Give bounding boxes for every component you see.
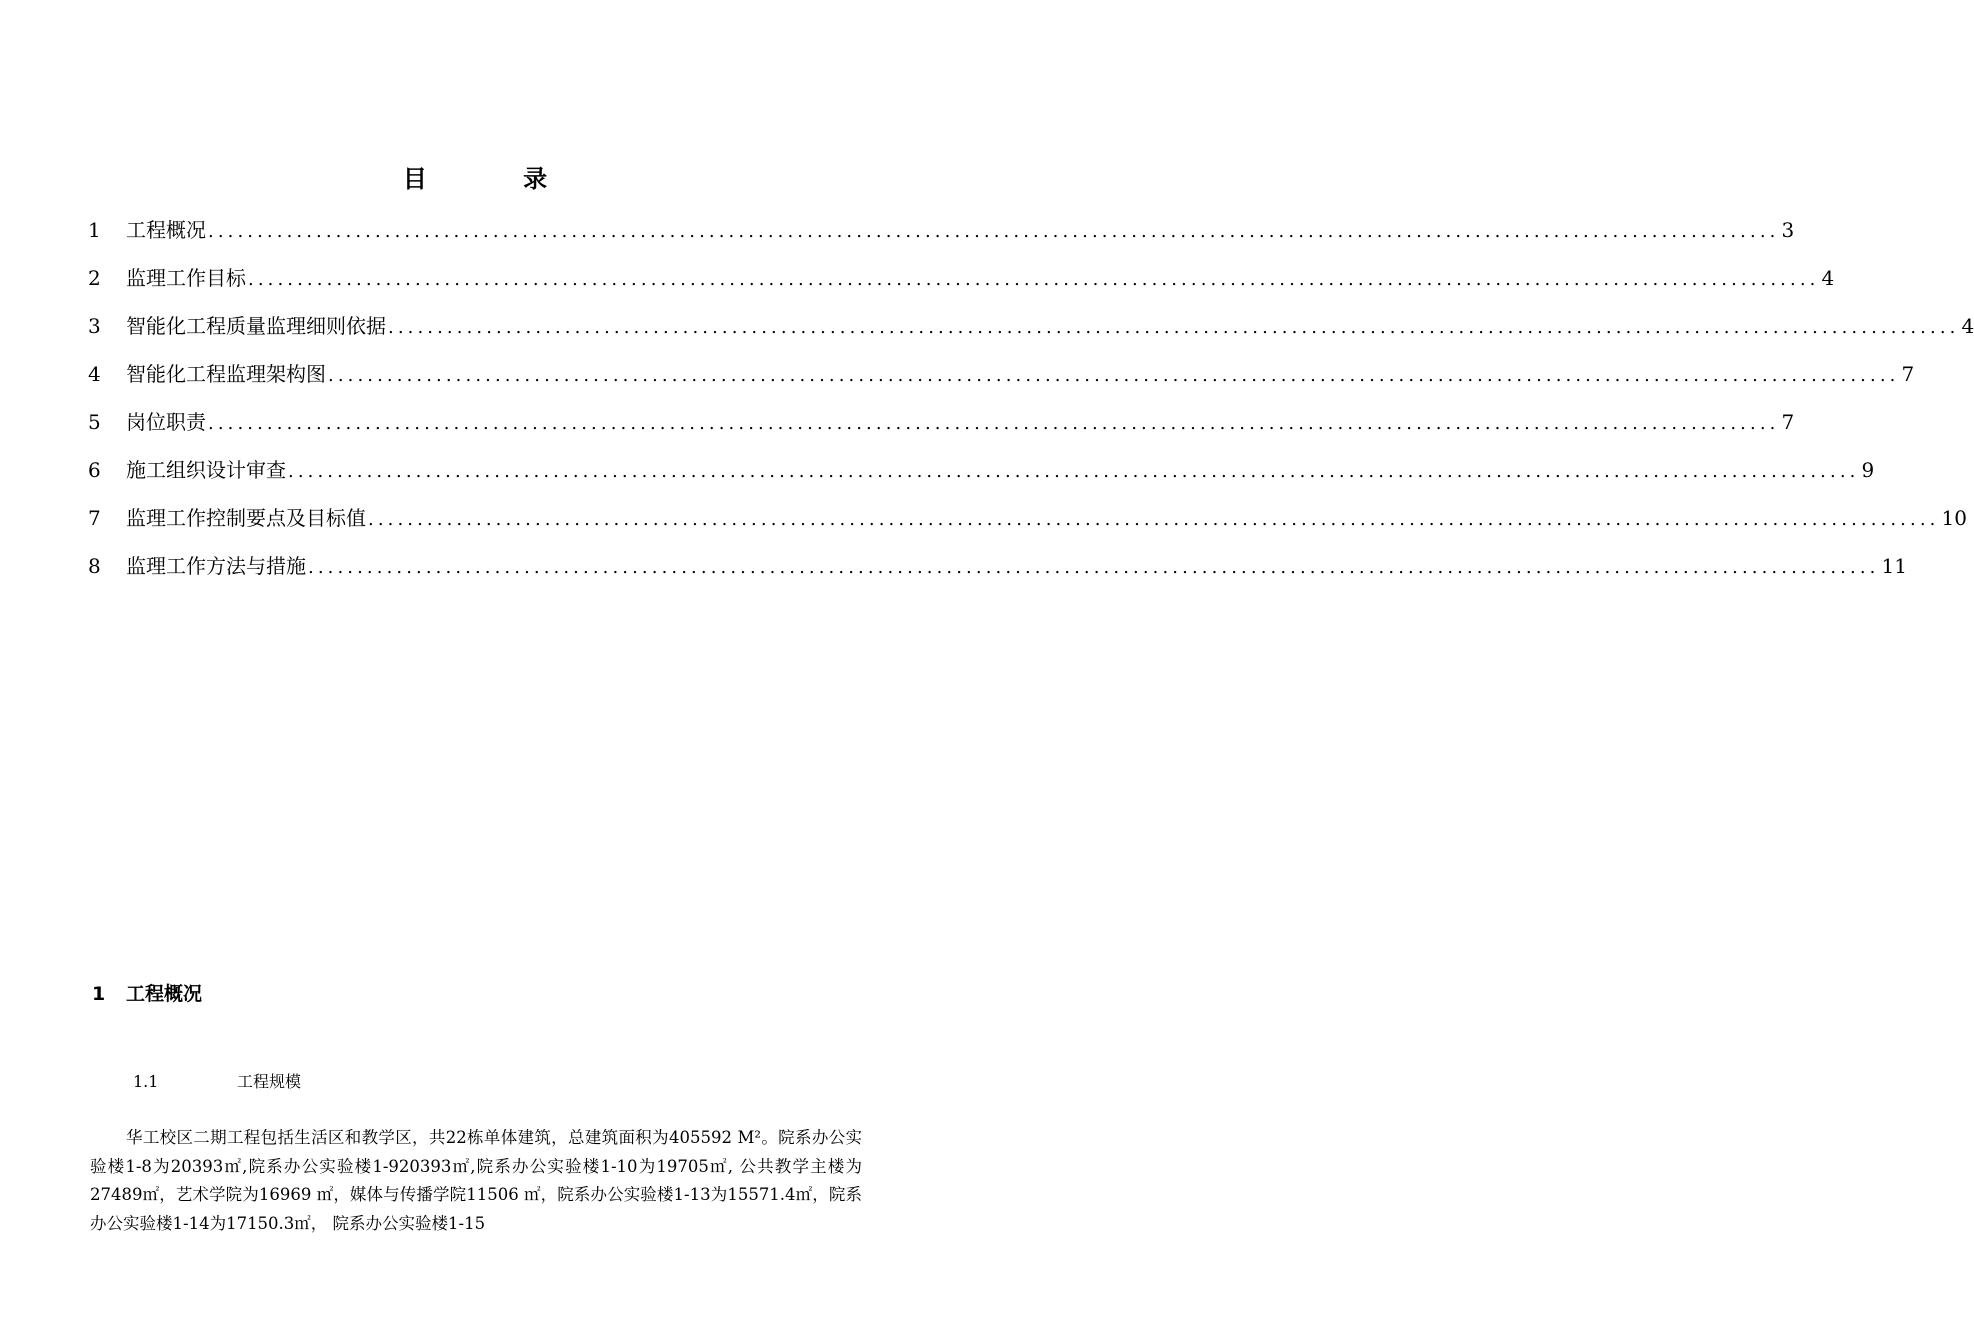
toc-entry-title: 施工组织设计审查: [126, 458, 286, 482]
toc-entry-page: 4: [1961, 314, 1974, 338]
toc-dot-leader: ................................................................................................................................................................: [208, 413, 1780, 434]
toc-entry-title: 智能化工程质量监理细则依据: [126, 314, 386, 338]
toc-dot-leader: ................................................................................................................................................................: [308, 557, 1880, 578]
toc-entry-number: 1: [88, 218, 101, 242]
table-of-contents: [88, 212, 1974, 596]
subsection-number: 1.1: [133, 1072, 159, 1091]
toc-entry[interactable]: [88, 452, 1875, 500]
toc-entry-page: 9: [1861, 458, 1875, 482]
subsection-heading: [133, 1070, 301, 1094]
toc-dot-leader: ................................................................................................................................................................: [288, 461, 1860, 482]
toc-entry[interactable]: [88, 500, 1967, 548]
toc-entry[interactable]: [88, 212, 1795, 260]
toc-entry-number: 8: [88, 554, 101, 578]
toc-entry-title: 工程概况: [126, 218, 206, 242]
toc-entry-number: 6: [88, 458, 101, 482]
toc-entry[interactable]: [88, 404, 1795, 452]
toc-entry-title: 监理工作控制要点及目标值: [126, 506, 366, 530]
toc-entry-number: 5: [88, 410, 101, 434]
toc-entry-page: 4: [1821, 266, 1835, 290]
toc-entry[interactable]: [88, 308, 1974, 356]
toc-entry-page: 10: [1941, 506, 1967, 530]
toc-dot-leader: ................................................................................................................................................................: [328, 365, 1900, 386]
toc-entry-title: 监理工作方法与措施: [126, 554, 306, 578]
toc-entry-title: 智能化工程监理架构图: [126, 362, 326, 386]
toc-entry-page: 11: [1881, 554, 1907, 578]
toc-dot-leader: ................................................................................................................................................................: [388, 317, 1960, 338]
section-number: 1: [92, 983, 106, 1005]
toc-entry-number: 4: [88, 362, 101, 386]
toc-entry-page: 7: [1781, 410, 1795, 434]
toc-entry-number: 2: [88, 266, 101, 290]
toc-entry[interactable]: [88, 356, 1915, 404]
toc-dot-leader: ................................................................................................................................................................: [248, 269, 1820, 290]
subsection-title: 工程规模: [237, 1072, 302, 1091]
toc-title: 目 录: [402, 165, 592, 193]
section-title: 工程概况: [126, 983, 203, 1005]
toc-entry-title: 监理工作目标: [126, 266, 246, 290]
toc-entry-number: 3: [88, 314, 101, 338]
toc-entry-page: 7: [1901, 362, 1915, 386]
toc-dot-leader: ................................................................................................................................................................: [208, 221, 1780, 242]
toc-entry-number: 7: [88, 506, 101, 530]
section-heading: [92, 980, 202, 1008]
toc-entry[interactable]: [88, 260, 1835, 308]
toc-entry-title: 岗位职责: [126, 410, 206, 434]
toc-entry[interactable]: [88, 548, 1907, 596]
body-paragraph: 华工校区二期工程包括生活区和教学区，共22栋单体建筑，总建筑面积为405592 M²。院系办公实验楼1-8为20393㎡,院系办公实验楼1-920393㎡,院系办公实验楼1-10为19705㎡, 公共教学主楼为27489㎡，艺术学院为16969 ㎡，媒体与传播学院11506 ㎡，院系办公实验楼1-13为15571.4㎡，院系办公实验楼1-14为17150.3㎡， 院系办公实验楼1-15: [90, 1128, 862, 1233]
toc-dot-leader: ................................................................................................................................................................: [368, 509, 1940, 530]
toc-entry-page: 3: [1781, 218, 1795, 242]
